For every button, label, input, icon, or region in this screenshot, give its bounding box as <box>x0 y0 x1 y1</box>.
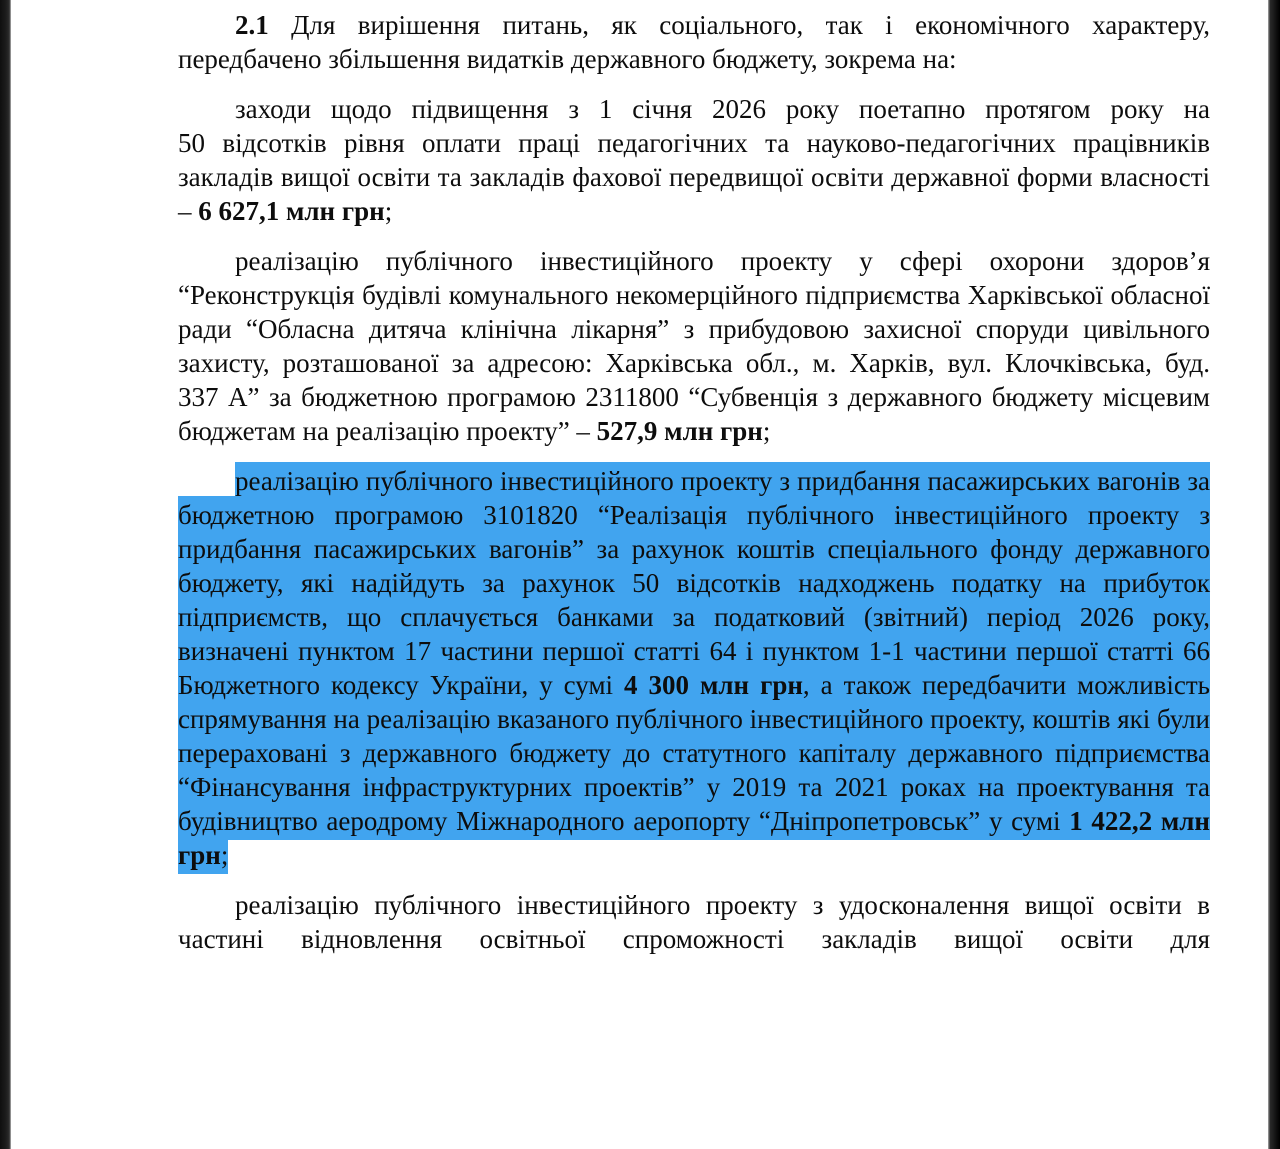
paragraph-text: ; <box>762 416 771 446</box>
paragraph-text: ; <box>220 840 229 870</box>
paragraph-text: ; <box>384 196 393 226</box>
paragraph <box>178 8 1210 76</box>
paragraph-text: реалізацію публічного інвестиційного проекту з удосконалення вищої освіти в частині відновлення освітньої спроможності закладів вищої освіти для <box>178 890 1210 954</box>
scan-edge-left <box>0 0 11 1149</box>
paragraph-text: Для вирішення питань, як соціального, так і економічного характеру, передбачено збільшення видатків державного бюджету, зокрема на: <box>178 10 1210 74</box>
paragraph <box>178 888 1210 956</box>
paragraph <box>178 92 1210 228</box>
paragraph-text: заходи щодо підвищення з 1 січня 2026 року поетапно протягом року на 50 відсотків рівня оплати праці педагогічних та науково-педагогічних працівників закладів вищої освіти та закладів фахової передвищої освіти державної форми власності – <box>178 94 1210 226</box>
bold-amount-text: 527,9 млн грн <box>596 416 763 446</box>
paragraph-text: , а також передбачити можливість спрямування на реалізацію вказаного публічного інвестиційного проекту, коштів які були перераховані з державного бюджету до статутного капіталу державного підприємства “Фінансування інфраструктурних проектів” у 2019 та 2021 роках на проектування та будівництво аеродрому Міжнародного аеропорту “Дніпропетровськ” у сумі <box>178 670 1210 836</box>
bold-amount-text: 2.1 <box>235 10 269 40</box>
scan-edge-right <box>1268 0 1280 1149</box>
bold-amount-text: 1 422,2 млн грн <box>178 806 1210 870</box>
document-content <box>178 8 1210 972</box>
highlight-selection <box>178 462 1210 874</box>
bold-amount-text: 6 627,1 млн грн <box>198 196 385 226</box>
paragraph <box>178 244 1210 448</box>
paragraph-text: реалізацію публічного інвестиційного проекту у сфері охорони здоров’я “Реконструкція будівлі комунального некомерційного підприємства Харківської обласної ради “Обласна дитяча клінічна лікарня” з прибудовою захисної споруди цивільного захисту, розташованої за адресою: Харківська обл., м. Харків, вул. Клочківська, буд. 337 А” за бюджетною програмою 2311800 “Субвенція з державного бюджету місцевим бюджетам на реалізацію проекту” – <box>178 246 1210 446</box>
paragraph-highlighted <box>178 464 1210 872</box>
paragraph-text: реалізацію публічного інвестиційного проекту з придбання пасажирських вагонів за бюджетною програмою 3101820 “Реалізація публічного інвестиційного проекту з придбання пасажирських вагонів” за рахунок коштів спеціального фонду державного бюджету, які надійдуть за рахунок 50 відсотків надходжень податку на прибуток підприємств, що сплачується банками за податковий (звітний) період 2026 року, визначені пунктом 17 частини першої статті 64 і пунктом 1-1 частини першої статті 66 Бюджетного кодексу України, у сумі <box>178 466 1210 700</box>
bold-amount-text: 4 300 млн грн <box>624 670 803 700</box>
